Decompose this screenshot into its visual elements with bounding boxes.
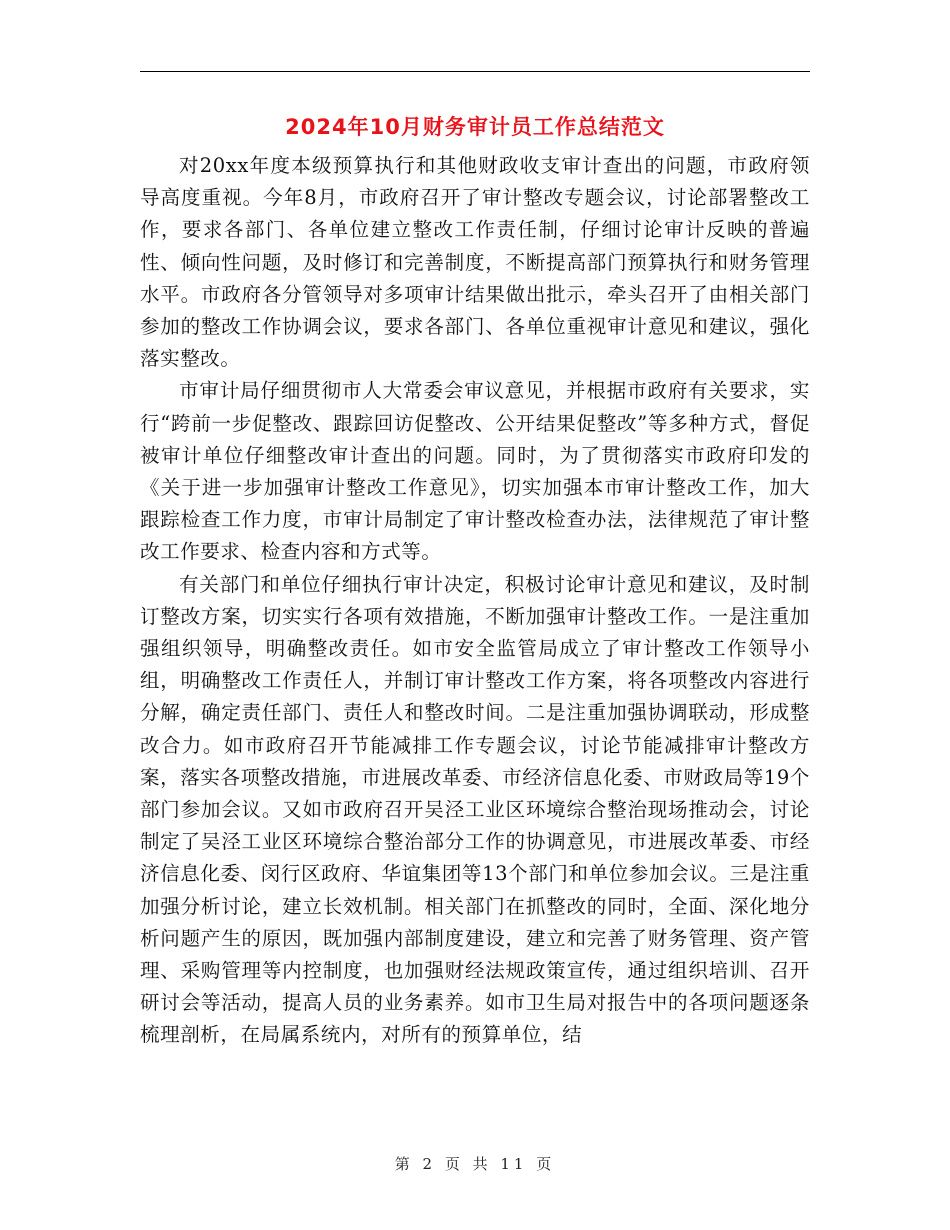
paragraph-2: 市审计局仔细贯彻市人大常委会审议意见，并根据市政府有关要求，实行“跨前一步促整改、跟踪回访促整改、公开结果促整改”等多种方式，督促被审计单位仔细整改审计查出的问题。同时，为了贯彻落实市政府印发的《关于进一步加强审计整改工作意见》，切实加强本市审计整改工作，加大跟踪检查工作力度，市审计局制定了审计整改检查办法，法律规范了审计整改工作要求、检查内容和方式等。 (140, 379, 810, 564)
paragraph-1: 对20xx年度本级预算执行和其他财政收支审计查出的问题，市政府领导高度重视。今年8月，市政府召开了审计整改专题会议，讨论部署整改工作，要求各部门、各单位建立整改工作责任制，仔细讨论审计反映的普遍性、倾向性问题，及时修订和完善制度，不断提高部门预算执行和财务管理水平。市政府各分管领导对多项审计结果做出批示，牵头召开了由相关部门参加的整改工作协调会议，要求各部门、各单位重视审计意见和建议，强化落实整改。 (140, 154, 810, 371)
document-body (140, 150, 810, 1052)
paragraph-3: 有关部门和单位仔细执行审计决定，积极讨论审计意见和建议，及时制订整改方案，切实实行各项有效措施，不断加强审计整改工作。一是注重加强组织领导，明确整改责任。如市安全监管局成立了审计整改工作领导小组，明确整改工作责任人，并制订审计整改工作方案，将各项整改内容进行分解，确定责任部门、责任人和整改时间。二是注重加强协调联动，形成整改合力。如市政府召开节能减排工作专题会议，讨论节能减排审计整改方案，落实各项整改措施，市进展改革委、市经济信息化委、市财政局等19个部门参加会议。又如市政府召开吴泾工业区环境综合整治现场推动会，讨论制定了吴泾工业区环境综合整治部分工作的协调意见，市进展改革委、市经济信息化委、闵行区政府、华谊集团等13个部门和单位参加会议。三是注重加强分析讨论，建立长效机制。相关部门在抓整改的同时，全面、深化地分析问题产生的原因，既加强内部制度建设，建立和完善了财务管理、资产管理、采购管理等内控制度，也加强财经法规政策宣传，通过组织培训、召开研讨会等活动，提高人员的业务素养。如市卫生局对报告中的各项问题逐条梳理剖析，在局属系统内，对所有的预算单位，结 (140, 572, 810, 1047)
header-rule (140, 71, 810, 72)
page-number-footer: 第 2 页 共 11 页 (394, 1155, 556, 1173)
document-title: 2024年10月财务审计员工作总结范文 (285, 115, 665, 139)
